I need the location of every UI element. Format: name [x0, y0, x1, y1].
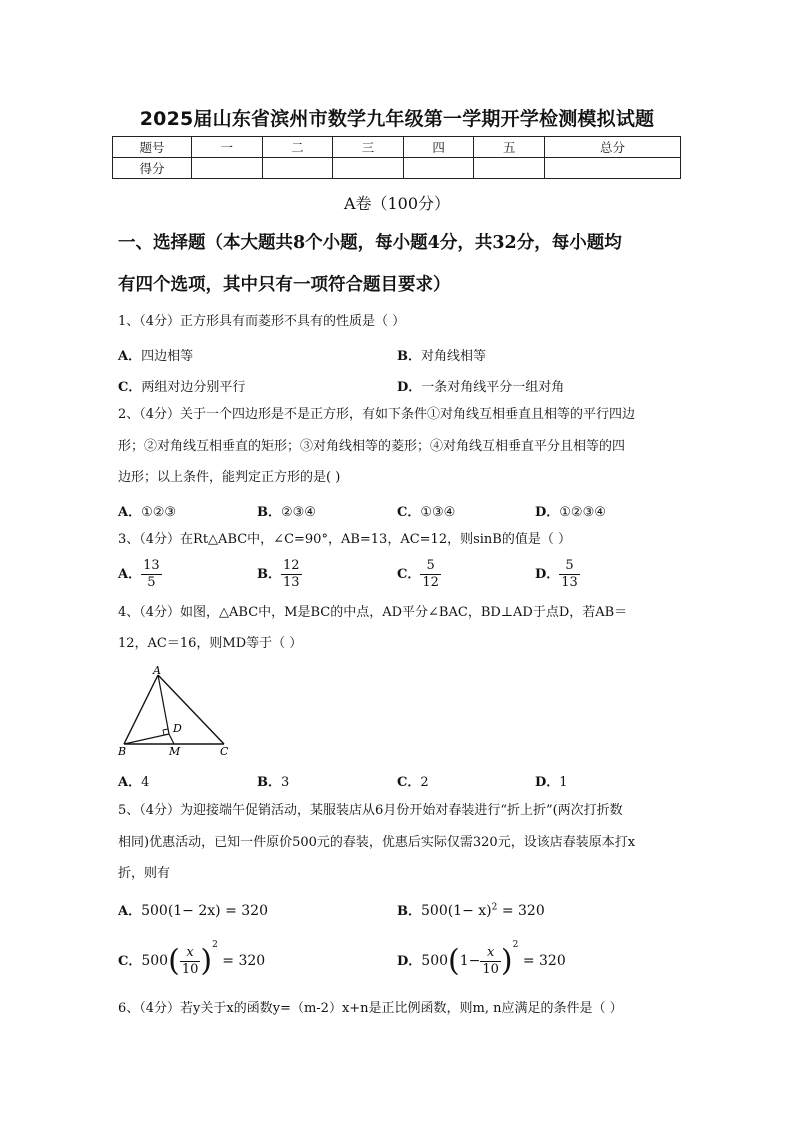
q5-option-c: C．500( $\frac{x}{10}$ )$^2$ = 320: [118, 940, 266, 979]
q6-stem: 6、（4分）若y关于x的函数y=（m-2）x+n是正比例函数，则m, n应满足的条件是（ ）: [118, 1001, 623, 1016]
table-cell: 一: [192, 137, 263, 158]
q1-option-b: B．对角线相等: [397, 349, 487, 364]
label-c: C: [220, 745, 229, 758]
fraction: $\frac{5}{12}$: [422, 558, 439, 590]
table-cell: 四: [403, 137, 474, 158]
q3-stem: 3、（4分）在Rt△ABC中，∠C=90°，AB=13，AC=12，则sinB的值是（ ）: [118, 532, 571, 547]
score-table: [112, 136, 681, 179]
score-cell[interactable]: [333, 158, 404, 179]
q5-line2: 相同)优惠活动，已知一件原价500元的春装，优惠后实际仅需320元，设该店春装原本打x: [118, 835, 636, 850]
fraction: $\frac{x}{10}$: [482, 945, 499, 977]
fraction: $\frac{x}{10}$: [181, 945, 199, 977]
right-paren: ): [200, 943, 213, 979]
fraction: $\frac{13}{5}$: [143, 558, 160, 590]
q5-line1: 5、（4分）为迎接端午促销活动，某服装店从6月份开始对春装进行“折上折”(两次打折数: [118, 803, 623, 818]
score-cell[interactable]: [474, 158, 545, 179]
score-cell[interactable]: [403, 158, 474, 179]
side-ab: [124, 675, 158, 744]
q3-option-b: B． $\frac{12}{13}$: [257, 558, 300, 590]
triangle-figure: [116, 664, 236, 760]
label-a: A: [153, 664, 161, 677]
right-paren: ): [500, 943, 513, 979]
table-cell: 三: [333, 137, 404, 158]
q2-option-c: C．①③④: [397, 505, 456, 520]
label-m: M: [169, 745, 181, 758]
q3-option-a: A． $\frac{13}{5}$: [118, 558, 160, 590]
q4-option-d: D．1: [535, 775, 568, 790]
q4-option-c: C．2: [397, 775, 429, 790]
table-row: [113, 158, 681, 179]
q5-option-d: D．500(1− $\frac{x}{10}$ )$^2$ = 320: [397, 940, 566, 979]
q2-line3: 边形；以上条件，能判定正方形的是( ): [118, 470, 341, 485]
q3-option-c: C． $\frac{5}{12}$: [397, 558, 439, 590]
q1-option-c: C．两组对边分别平行: [118, 380, 246, 395]
fraction: $\frac{12}{13}$: [283, 558, 300, 590]
q4-option-b: B．3: [257, 775, 290, 790]
q2-option-a: A．①②③: [118, 505, 177, 520]
segment-dm: [169, 734, 174, 744]
left-paren: (: [448, 943, 460, 979]
table-row: [113, 137, 681, 158]
part1-heading-line1: 一、选择题（本大题共8个小题，每小题4分，共32分，每小题均: [118, 233, 622, 253]
q1-option-d: D．一条对角线平分一组对角: [397, 380, 565, 395]
q5-option-b: B．$500(1- x)^2 = 320$: [397, 902, 545, 919]
q2-line1: 2、（4分）关于一个四边形是不是正方形，有如下条件①对角线互相垂直且相等的平行四边: [118, 407, 636, 422]
score-cell[interactable]: [262, 158, 333, 179]
q1-stem: 1、（4分）正方形具有而菱形不具有的性质是（ ）: [118, 314, 406, 329]
q4-line1: 4、（4分）如图，△ABC中，M是BC的中点，AD平分∠BAC，BD⊥AD于点D，若AB＝: [118, 605, 628, 620]
table-cell: 总分: [545, 137, 681, 158]
q4-line2: 12，AC＝16，则MD等于（ ）: [118, 636, 303, 651]
q5-option-a: A．500(1− 2x) = 320: [118, 903, 268, 919]
label-b: B: [118, 745, 127, 758]
q3-option-d: D． $\frac{5}{13}$: [535, 558, 578, 590]
table-cell: 二: [262, 137, 333, 158]
q2-option-d: D．①②③④: [535, 505, 606, 520]
q5-line3: 折，则有: [118, 866, 171, 881]
score-cell[interactable]: [192, 158, 263, 179]
score-cell[interactable]: [545, 158, 681, 179]
fraction: $\frac{5}{13}$: [561, 558, 578, 590]
q2-line2: 形；②对角线互相垂直的矩形；③对角线相等的菱形；④对角线互相垂直平分且相等的四: [118, 439, 626, 454]
q2-option-b: B．②③④: [257, 505, 316, 520]
section-a-title: A卷（100分）: [343, 194, 451, 213]
q1-option-a: A．四边相等: [118, 349, 194, 364]
page-title: 2025届山东省滨州市数学九年级第一学期开学检测模拟试题: [139, 108, 655, 130]
table-cell: 题号: [113, 137, 192, 158]
table-cell: 得分: [113, 158, 192, 179]
part1-heading-line2: 有四个选项，其中只有一项符合题目要求）: [118, 275, 451, 295]
left-paren: (: [168, 943, 180, 979]
segment-bd: [124, 734, 169, 744]
q4-option-a: A．4: [118, 775, 150, 790]
table-cell: 五: [474, 137, 545, 158]
label-d: D: [173, 722, 182, 735]
